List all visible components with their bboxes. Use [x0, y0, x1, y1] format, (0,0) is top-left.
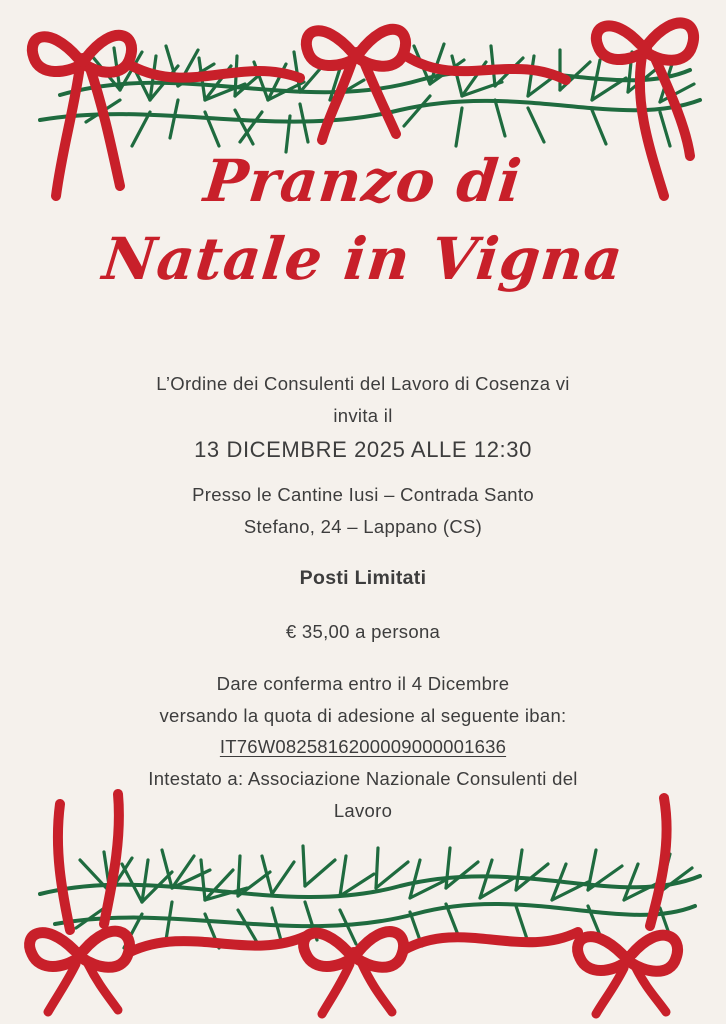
- venue-line-1: Presso le Cantine Iusi – Contrada Santo: [192, 483, 534, 505]
- spacer: [60, 467, 666, 479]
- iban-value: IT76W0825816200009000001636: [219, 736, 507, 758]
- title-line-1: Pranzo di: [200, 147, 526, 215]
- page-title: [0, 147, 726, 293]
- account-holder-line-1: Intestato a: Associazione Nazionale Consulenti del: [148, 768, 578, 790]
- price-line: € 35,00 a persona: [285, 620, 441, 642]
- spacer: [60, 542, 666, 562]
- venue-line-2: Stefano, 24 – Lappano (CS): [243, 515, 483, 537]
- limited-seats-note: Posti Limitati: [299, 567, 427, 590]
- invite-line-1: L’Ordine dei Consulenti del Lavoro di Cosenza vi: [156, 373, 570, 394]
- event-datetime: 13 DICEMBRE 2025 ALLE 12:30: [194, 436, 532, 462]
- pine-branch-icon: [40, 846, 700, 948]
- rsvp-line-2: versando la quota di adesione al seguente iban:: [159, 704, 567, 726]
- pine-branch-icon: [40, 44, 700, 152]
- invitation-body: [60, 368, 666, 827]
- spacer: [60, 648, 666, 668]
- title-line-2: Natale in Vigna: [99, 225, 627, 293]
- account-holder-line-2: Lavoro: [333, 800, 393, 822]
- red-ribbon-decoration: [30, 794, 678, 1014]
- rsvp-line-1: Dare conferma entro il 4 Dicembre: [216, 672, 510, 694]
- spacer: [60, 596, 666, 616]
- invite-line-2: invita il: [333, 404, 393, 426]
